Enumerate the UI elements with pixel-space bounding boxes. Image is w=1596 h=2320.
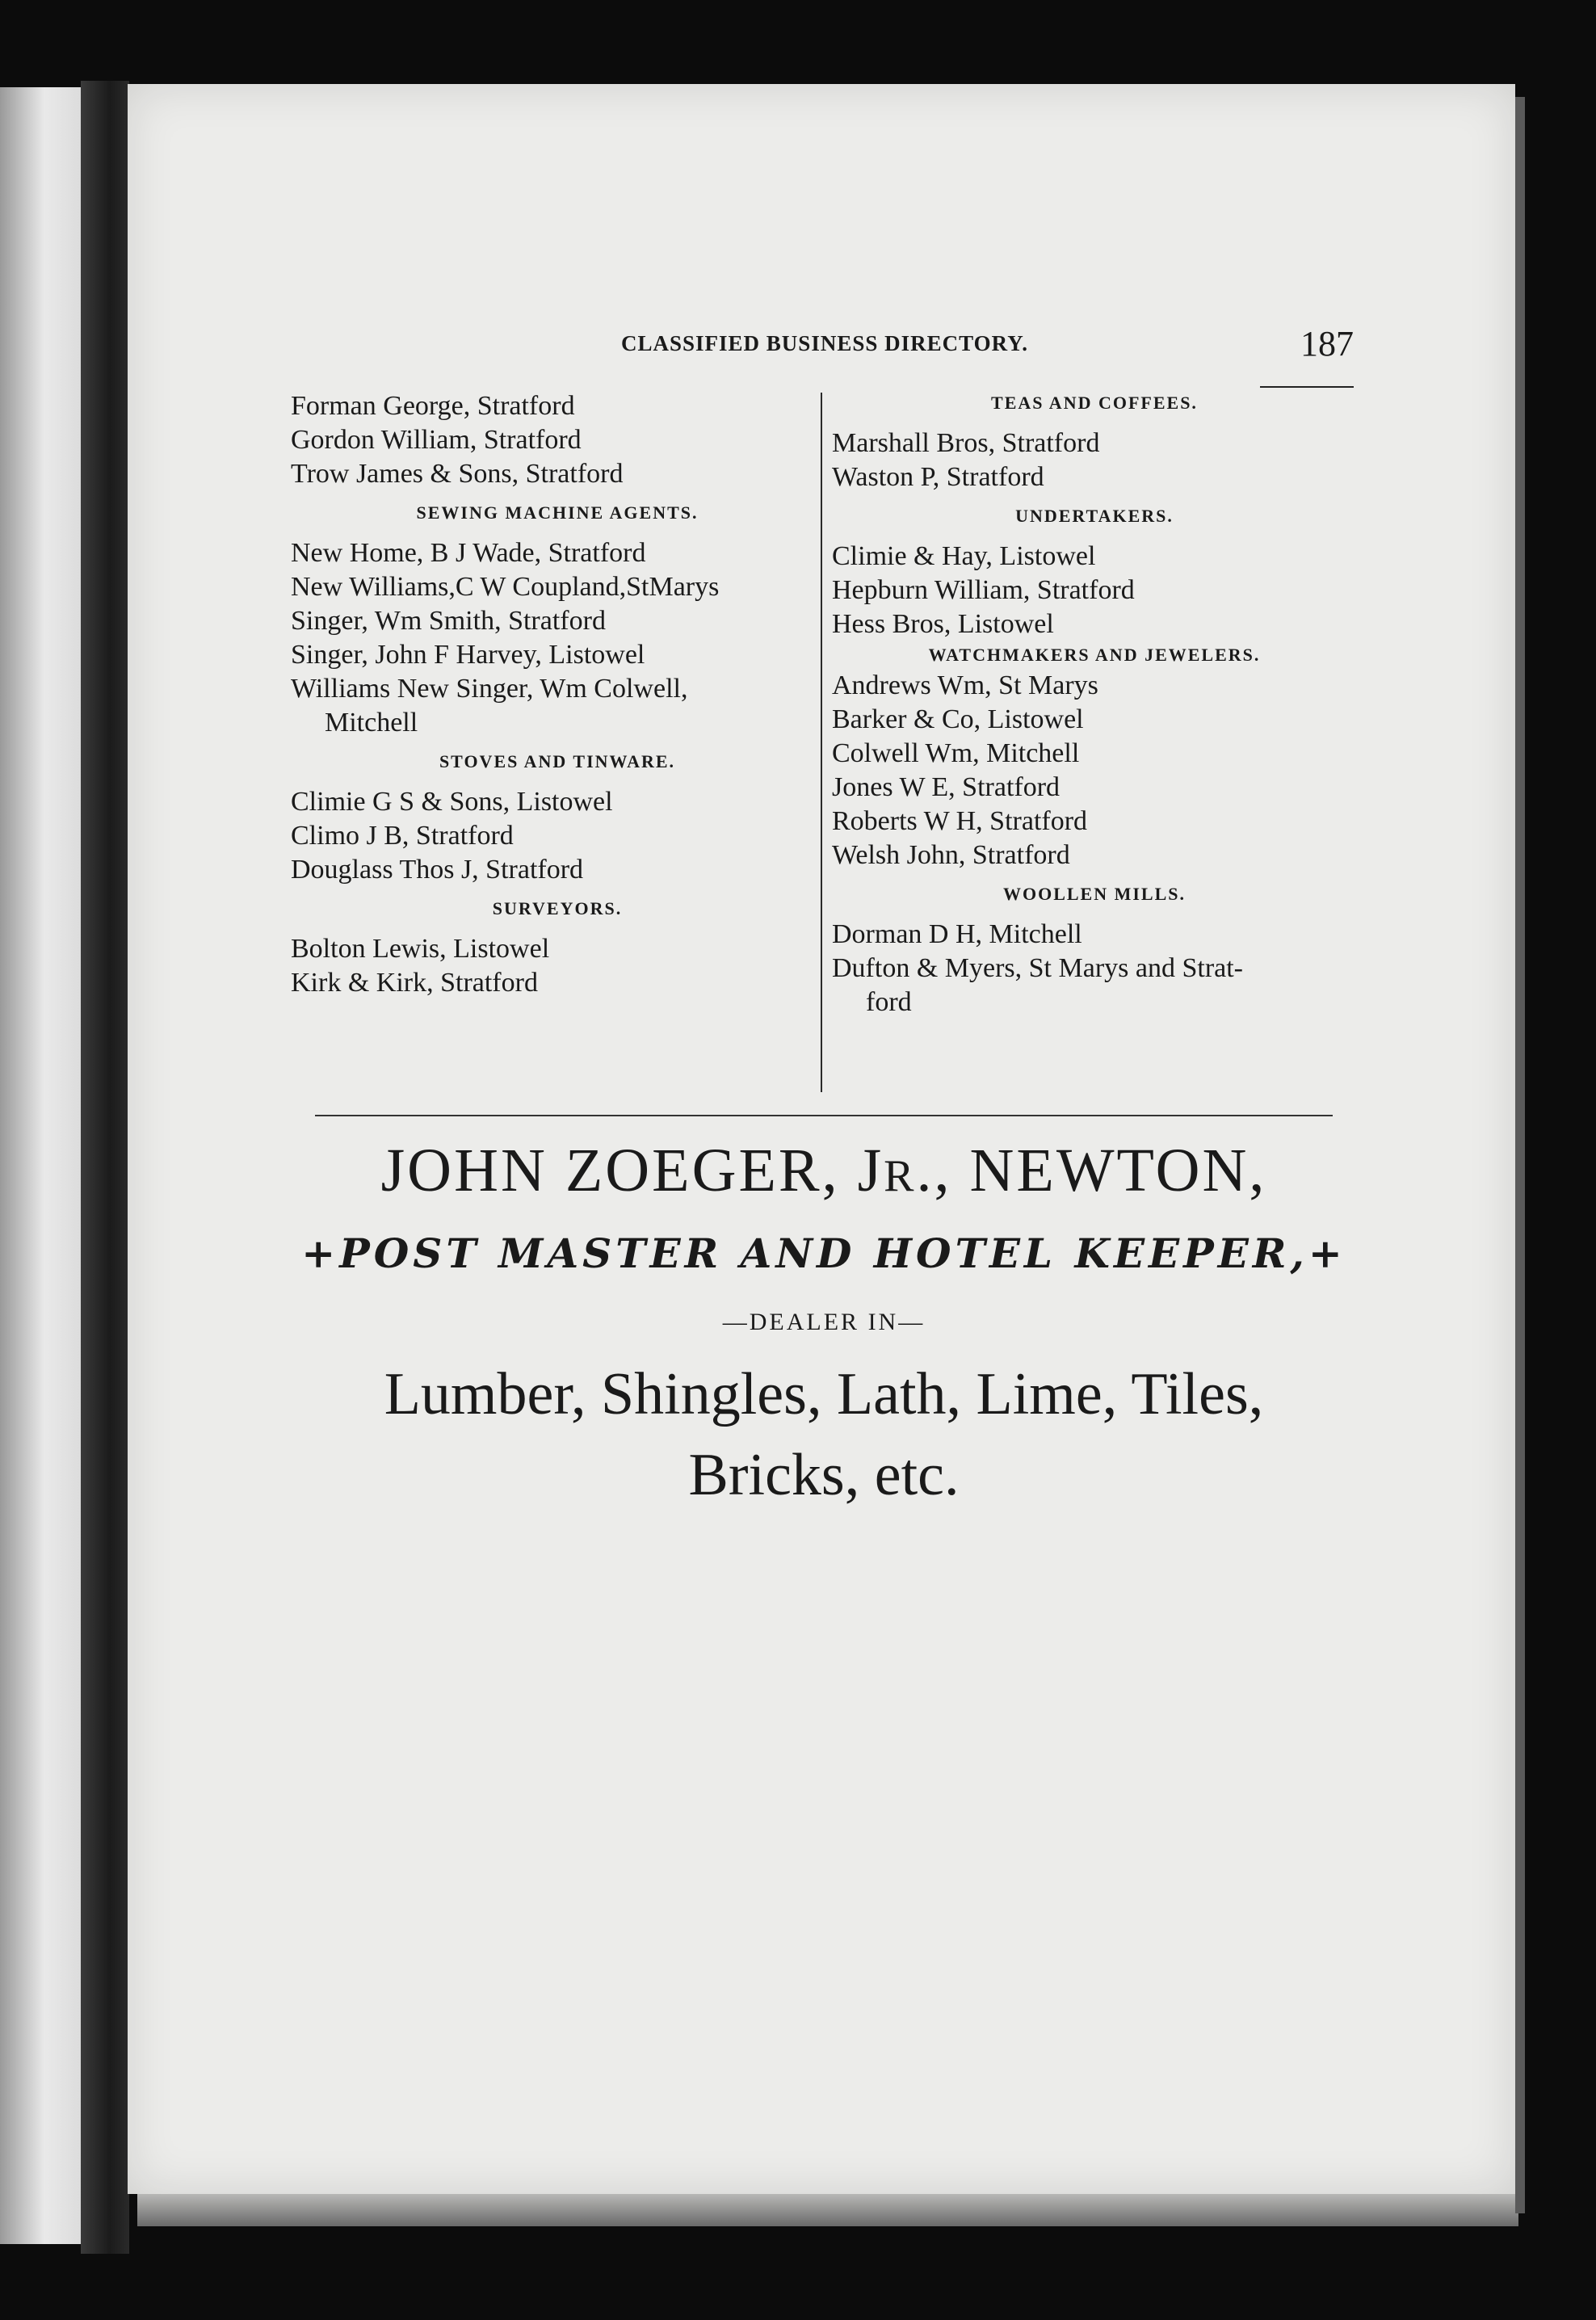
list-item: Marshall Bros, Stratford — [832, 428, 1100, 458]
advertisement-name-part: ., NEWTON, — [916, 1137, 1267, 1204]
section-heading-undertakers: UNDERTAKERS. — [1015, 506, 1174, 526]
list-item: Forman George, Stratford — [291, 391, 575, 421]
list-item: Colwell Wm, Mitchell — [832, 738, 1080, 768]
list-item: Kirk & Kirk, Stratford — [291, 968, 538, 998]
section-heading-teas-and-coffees: TEAS AND COFFEES. — [991, 393, 1198, 413]
section-heading-surveyors: SURVEYORS. — [492, 898, 623, 918]
list-item-continuation: ford — [866, 987, 912, 1017]
list-item: Roberts W H, Stratford — [832, 806, 1088, 836]
list-item: Jones W E, Stratford — [832, 772, 1060, 802]
section-heading-sewing-machine-agents: SEWING MACHINE AGENTS. — [416, 502, 699, 523]
list-item: Dorman D H, Mitchell — [832, 919, 1082, 949]
list-item: Trow James & Sons, Stratford — [291, 459, 624, 489]
list-item: Bolton Lewis, Listowel — [291, 934, 550, 964]
list-item: Singer, John F Harvey, Listowel — [291, 640, 645, 670]
advertisement-products-line: Lumber, Shingles, Lath, Lime, Tiles, — [384, 1361, 1264, 1427]
list-item: Singer, Wm Smith, Stratford — [291, 606, 606, 636]
advertisement-dealer-line: —DEALER IN— — [722, 1309, 926, 1335]
advertisement-name-part: JOHN ZOEGER, J — [380, 1137, 884, 1204]
advertisement-name-suffix: R — [884, 1151, 917, 1201]
page-number: 187 — [1300, 324, 1354, 364]
list-item: Williams New Singer, Wm Colwell, — [291, 674, 688, 704]
list-item-continuation: Mitchell — [325, 708, 418, 738]
section-heading-stoves-and-tinware: STOVES AND TINWARE. — [439, 751, 676, 771]
list-item: New Williams,C W Coupland,StMarys — [291, 572, 720, 602]
list-item: Douglass Thos J, Stratford — [291, 855, 584, 885]
list-item: Hess Bros, Listowel — [832, 609, 1054, 639]
advertisement-occupation: +POST MASTER AND HOTEL KEEPER,+ — [301, 1229, 1346, 1277]
list-item: Andrews Wm, St Marys — [832, 670, 1098, 700]
list-item: Climo J B, Stratford — [291, 821, 514, 851]
running-head: CLASSIFIED BUSINESS DIRECTORY. — [621, 331, 1028, 355]
list-item: Gordon William, Stratford — [291, 425, 582, 455]
list-item: Dufton & Myers, St Marys and Strat- — [832, 953, 1244, 983]
list-item: Climie G S & Sons, Listowel — [291, 787, 613, 817]
advertisement-name — [291, 1136, 1357, 1206]
list-item: New Home, B J Wade, Stratford — [291, 538, 646, 568]
section-heading-woollen-mills: WOOLLEN MILLS. — [1002, 884, 1186, 904]
header-rule — [1260, 386, 1354, 388]
list-item: Waston P, Stratford — [832, 462, 1044, 492]
list-item: Climie & Hay, Listowel — [832, 541, 1096, 571]
list-item: Hepburn William, Stratford — [832, 575, 1135, 605]
list-item: Barker & Co, Listowel — [832, 704, 1084, 734]
list-item: Welsh John, Stratford — [832, 840, 1070, 870]
advertisement-products-line: Bricks, etc. — [688, 1442, 960, 1508]
advertisement-products — [291, 1354, 1357, 1515]
section-heading-watchmakers-and-jewelers: WATCHMAKERS AND JEWELERS. — [928, 645, 1261, 665]
previous-page-edge — [0, 87, 81, 2244]
page-right-edge — [1515, 97, 1525, 2213]
section-rule — [315, 1115, 1333, 1116]
page-bottom-edge — [137, 2194, 1518, 2226]
right-column — [832, 389, 1357, 1019]
left-column — [291, 389, 824, 1000]
book-gutter — [81, 81, 129, 2254]
